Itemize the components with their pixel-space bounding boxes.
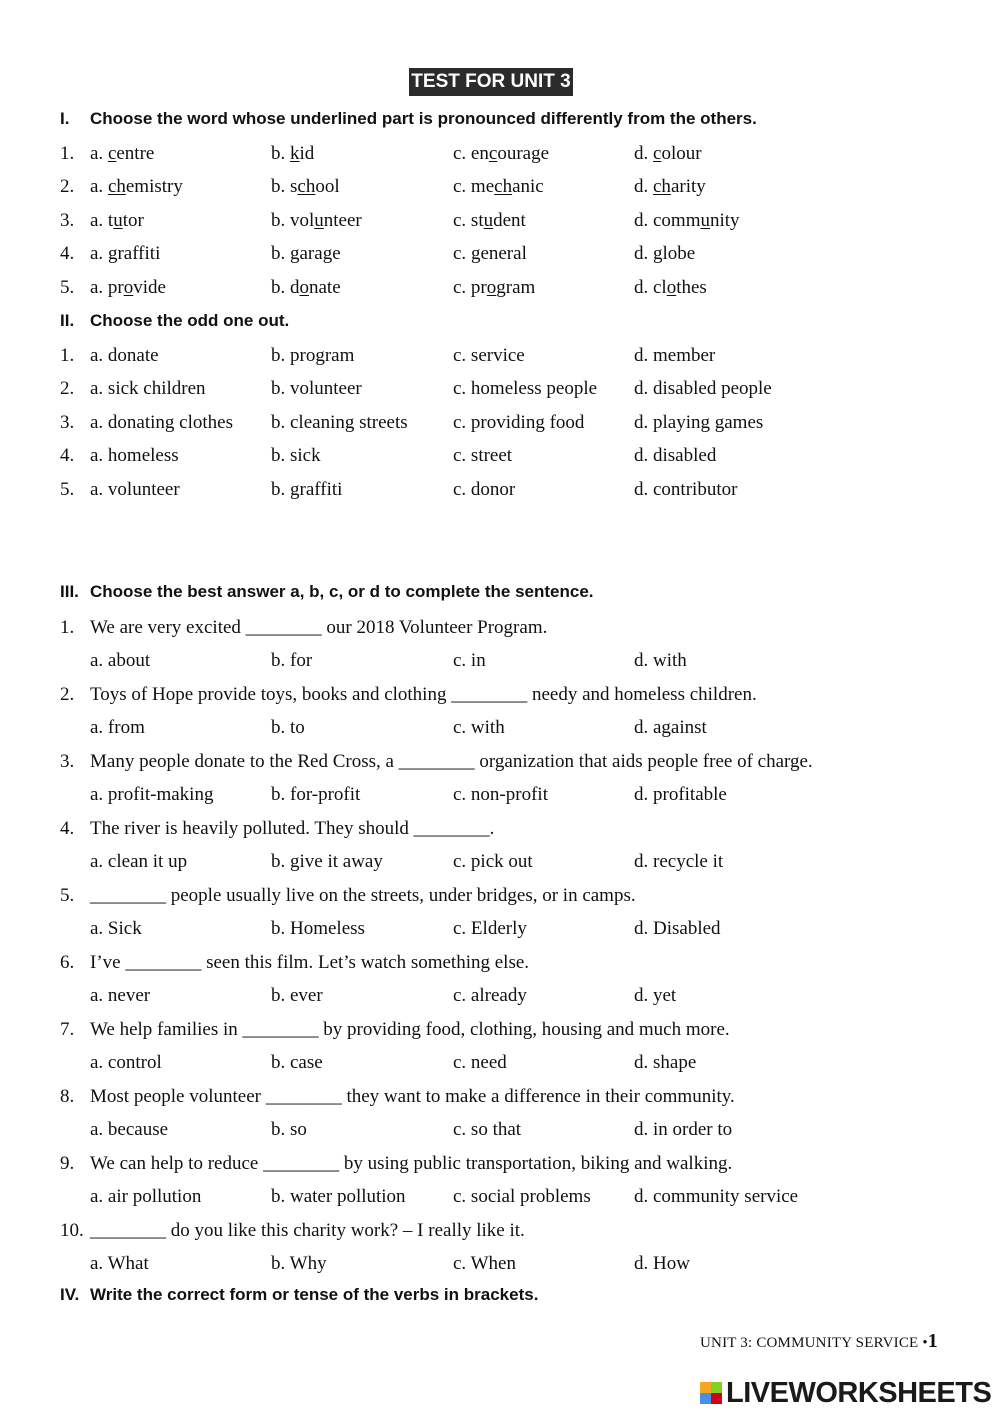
option: c. non-profit	[453, 784, 548, 805]
option: c. donor	[453, 479, 516, 500]
option-suffix: emistry	[125, 176, 183, 197]
option: a. air pollution	[90, 1186, 202, 1207]
underlined-part: o	[666, 277, 677, 298]
option: c. social problems	[453, 1186, 591, 1207]
page-footer	[700, 1330, 938, 1353]
option-prefix: a.	[90, 176, 108, 197]
option: a. clean it up	[90, 851, 188, 872]
underlined-part: k	[290, 143, 300, 164]
option-prefix: b.	[271, 243, 290, 264]
option: d. shape	[634, 1052, 697, 1073]
option: b. cleaning streets	[271, 412, 408, 433]
underlined-part: u	[314, 210, 324, 231]
option-suffix: id	[299, 143, 315, 164]
option: b. case	[271, 1052, 323, 1073]
question-number: 1.	[60, 143, 75, 164]
underlined-part: u	[700, 210, 710, 231]
question-number: 4.	[60, 818, 75, 839]
option: c. street	[453, 445, 513, 466]
underlined-part: o	[299, 277, 309, 298]
option: d. disabled people	[634, 378, 772, 399]
option-prefix: c.	[453, 243, 471, 264]
option: d. disabled	[634, 445, 717, 466]
option	[453, 142, 549, 166]
option	[271, 175, 340, 199]
option-prefix: a. pr	[90, 277, 124, 298]
option	[90, 175, 183, 199]
option: b. to	[271, 717, 305, 738]
option	[90, 276, 166, 300]
option-suffix: vide	[133, 277, 166, 298]
option-prefix: a.	[90, 143, 108, 164]
option: a. homeless	[90, 445, 179, 466]
option-prefix: a. t	[90, 210, 114, 231]
question-number: 8.	[60, 1086, 75, 1107]
option: b. program	[271, 345, 355, 366]
section-heading-text: Choose the odd one out.	[90, 311, 290, 330]
option: a. donating clothes	[90, 412, 233, 433]
question-sentence: We can help to reduce ________ by using public transportation, biking and walking.	[90, 1153, 733, 1174]
underlined-part: c	[107, 143, 117, 164]
option-suffix: arage	[299, 243, 341, 264]
option	[90, 209, 144, 233]
question-number: 1.	[60, 617, 75, 638]
question-number: 4.	[60, 445, 75, 466]
underlined-part: ch	[107, 176, 126, 197]
page-title: TEST FOR UNIT 3	[409, 68, 573, 96]
option: b. Why	[271, 1253, 327, 1274]
question-number: 2.	[60, 378, 75, 399]
option-suffix: nteer	[323, 210, 362, 231]
liveworksheets-logo	[700, 1377, 991, 1409]
section-heading-text: Choose the best answer a, b, c, or d to complete the sentence.	[90, 582, 594, 601]
option: d. How	[634, 1253, 690, 1274]
option: d. with	[634, 650, 687, 671]
option-suffix: anic	[512, 176, 544, 197]
option-suffix: eneral	[480, 243, 527, 264]
option: b. for	[271, 650, 313, 671]
option: b. ever	[271, 985, 323, 1006]
question-sentence: We are very excited ________ our 2018 Volunteer Program.	[90, 617, 548, 638]
question-sentence: The river is heavily polluted. They should ________.	[90, 818, 495, 839]
question-number: 7.	[60, 1019, 75, 1040]
section-heading-text: Write the correct form or tense of the verbs in brackets.	[90, 1285, 539, 1304]
option: a. control	[90, 1052, 162, 1073]
question-number: 3.	[60, 210, 75, 231]
option: c. homeless people	[453, 378, 598, 399]
option: d. contributor	[634, 479, 738, 500]
option-prefix: b. d	[271, 277, 300, 298]
option-suffix: arity	[670, 176, 706, 197]
option	[453, 276, 535, 300]
option: d. in order to	[634, 1119, 733, 1140]
underlined-part: ch	[297, 176, 316, 197]
option: c. Elderly	[453, 918, 527, 939]
option: d. playing games	[634, 412, 764, 433]
option-prefix: d. cl	[634, 277, 667, 298]
section-number: III.	[60, 582, 79, 601]
option	[271, 276, 341, 300]
question-number: 2.	[60, 176, 75, 197]
option: a. profit-making	[90, 784, 214, 805]
option-prefix: c. pr	[453, 277, 487, 298]
option	[634, 209, 740, 233]
option: c. with	[453, 717, 505, 738]
option	[453, 175, 544, 199]
section-2-heading	[60, 310, 289, 332]
option-prefix: a.	[90, 243, 108, 264]
option: b. sick	[271, 445, 321, 466]
option: a. What	[90, 1253, 149, 1274]
footer-text: UNIT 3: COMMUNITY SERVICE •	[700, 1335, 928, 1351]
option: d. against	[634, 717, 707, 738]
option: a. from	[90, 717, 145, 738]
option: a. sick children	[90, 378, 206, 399]
option: a. about	[90, 650, 151, 671]
option-suffix: thes	[676, 277, 707, 298]
question-number: 9.	[60, 1153, 75, 1174]
option-suffix: nity	[710, 210, 740, 231]
option: b. volunteer	[271, 378, 362, 399]
question-number: 4.	[60, 243, 75, 264]
underlined-part: g	[290, 243, 300, 264]
question-number: 2.	[60, 684, 75, 705]
option	[453, 209, 526, 233]
option	[634, 242, 695, 266]
logo-grid-icon	[700, 1382, 722, 1404]
underlined-part: c	[653, 143, 662, 164]
option-prefix: d.	[634, 143, 653, 164]
option: b. water pollution	[271, 1186, 406, 1207]
option	[634, 175, 706, 199]
option-suffix: raffiti	[117, 243, 161, 264]
question-sentence: Toys of Hope provide toys, books and clothing ________ needy and homeless children.	[90, 684, 757, 705]
option-suffix: dent	[493, 210, 526, 231]
underlined-part: u	[483, 210, 494, 231]
underlined-part: o	[486, 277, 497, 298]
page-number: 1	[927, 1330, 938, 1352]
option-suffix: ourage	[497, 143, 550, 164]
option: d. community service	[634, 1186, 799, 1207]
option: c. service	[453, 345, 525, 366]
question-number: 1.	[60, 345, 75, 366]
underlined-part: g	[107, 243, 118, 264]
underlined-part: ch	[494, 176, 513, 197]
option: c. When	[453, 1253, 516, 1274]
option-prefix: c. me	[453, 176, 495, 197]
option-prefix: b. s	[271, 176, 298, 197]
option: c. pick out	[453, 851, 533, 872]
option: d. yet	[634, 985, 677, 1006]
underlined-part: o	[123, 277, 134, 298]
option: d. profitable	[634, 784, 727, 805]
question-sentence: We help families in ________ by providing food, clothing, housing and much more.	[90, 1019, 730, 1040]
question-sentence: Most people volunteer ________ they want to make a difference in their community.	[90, 1086, 735, 1107]
option: a. never	[90, 985, 151, 1006]
logo-square	[711, 1393, 722, 1404]
option: c. need	[453, 1052, 507, 1073]
option: d. Disabled	[634, 918, 721, 939]
section-3-heading	[60, 581, 594, 603]
option: c. already	[453, 985, 527, 1006]
section-number: II.	[60, 311, 75, 330]
option	[90, 142, 154, 166]
option: d. member	[634, 345, 716, 366]
section-4-heading	[60, 1284, 538, 1306]
option-suffix: nate	[309, 277, 341, 298]
option	[271, 209, 362, 233]
option-prefix: d.	[634, 243, 653, 264]
option: c. so that	[453, 1119, 522, 1140]
option-prefix: c. st	[453, 210, 484, 231]
option: b. Homeless	[271, 918, 365, 939]
question-sentence: Many people donate to the Red Cross, a ________ organization that aids people free of charge.	[90, 751, 813, 772]
option: b. for-profit	[271, 784, 361, 805]
option	[634, 142, 702, 166]
section-number: IV.	[60, 1285, 80, 1304]
underlined-part: u	[113, 210, 123, 231]
option: b. so	[271, 1119, 307, 1140]
option-suffix: tor	[122, 210, 144, 231]
logo-text: LIVEWORKSHEETS	[726, 1376, 992, 1409]
option-suffix: entre	[116, 143, 155, 164]
underlined-part: c	[488, 143, 498, 164]
question-number: 6.	[60, 952, 75, 973]
underlined-part: g	[470, 243, 481, 264]
option-prefix: d. comm	[634, 210, 701, 231]
logo-square	[700, 1382, 711, 1393]
option: b. give it away	[271, 851, 383, 872]
question-number: 5.	[60, 277, 75, 298]
option: c. in	[453, 650, 486, 671]
underlined-part: ch	[653, 176, 671, 197]
question-number: 10.	[60, 1220, 84, 1241]
option-suffix: olour	[661, 143, 702, 164]
option: c. providing food	[453, 412, 585, 433]
option	[453, 242, 527, 266]
question-number: 3.	[60, 412, 75, 433]
option: a. Sick	[90, 918, 142, 939]
option-suffix: ool	[315, 176, 340, 197]
section-1-heading	[60, 108, 757, 130]
option	[271, 142, 314, 166]
option	[90, 242, 160, 266]
option: a. volunteer	[90, 479, 180, 500]
option: b. graffiti	[271, 479, 343, 500]
option-prefix: c. en	[453, 143, 489, 164]
option-suffix: lobe	[662, 243, 696, 264]
option: d. recycle it	[634, 851, 724, 872]
option-prefix: d.	[634, 176, 653, 197]
question-sentence: ________ people usually live on the streets, under bridges, or in camps.	[90, 885, 636, 906]
logo-square	[711, 1382, 722, 1393]
option-suffix: gram	[496, 277, 536, 298]
logo-square	[700, 1393, 711, 1404]
option: a. because	[90, 1119, 169, 1140]
option	[271, 242, 341, 266]
question-number: 3.	[60, 751, 75, 772]
question-number: 5.	[60, 885, 75, 906]
option: a. donate	[90, 345, 159, 366]
question-sentence: ________ do you like this charity work? – I really like it.	[90, 1220, 525, 1241]
underlined-part: g	[653, 243, 663, 264]
question-number: 5.	[60, 479, 75, 500]
section-heading-text: Choose the word whose underlined part is pronounced differently from the others.	[90, 109, 757, 128]
option	[634, 276, 707, 300]
option-prefix: b. vol	[271, 210, 315, 231]
question-sentence: I’ve ________ seen this film. Let’s watch something else.	[90, 952, 530, 973]
section-number: I.	[60, 109, 70, 128]
option-prefix: b.	[271, 143, 290, 164]
